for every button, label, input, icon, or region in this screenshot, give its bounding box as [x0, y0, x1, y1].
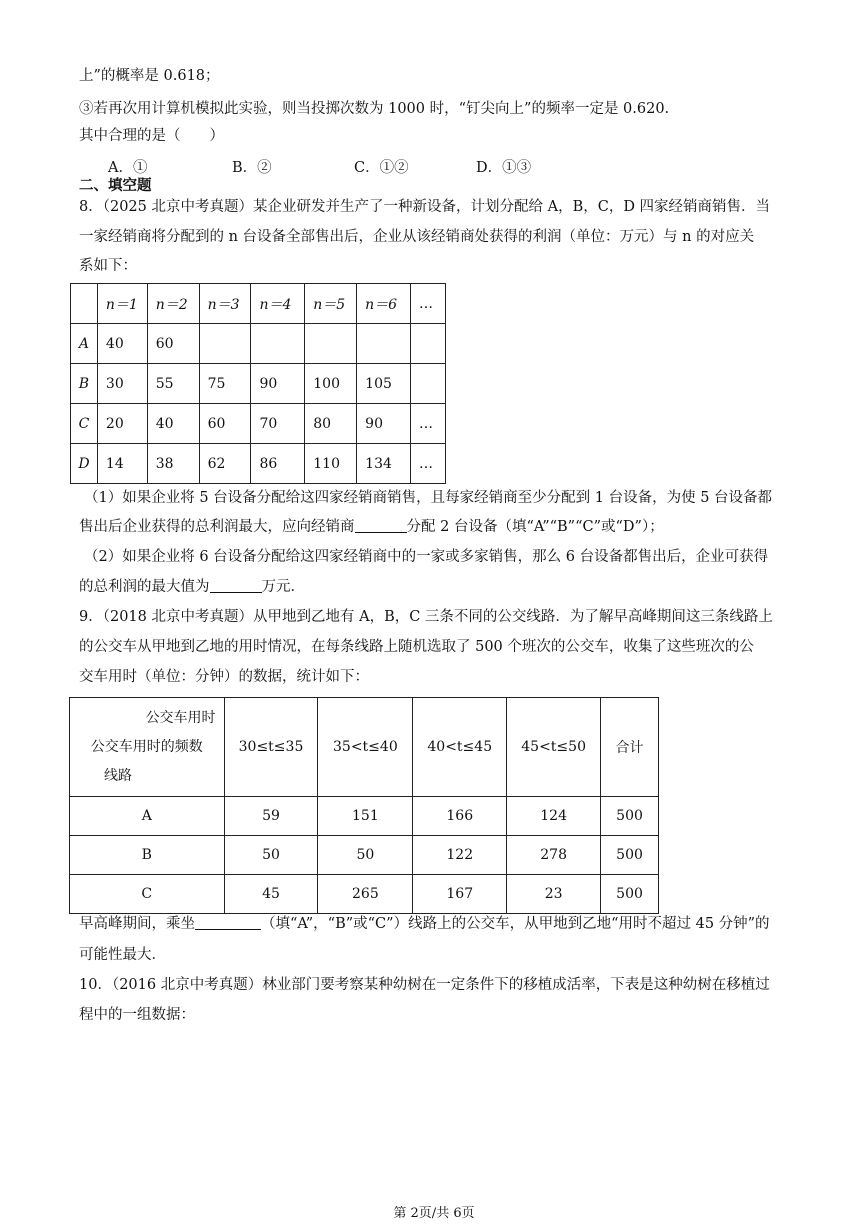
- table-cell: [71, 284, 98, 324]
- q8-table: [70, 283, 446, 484]
- answer-blank[interactable]: [195, 915, 261, 930]
- table-header-cell: 35<t≤40: [318, 698, 413, 797]
- table-cell: 38: [147, 444, 199, 484]
- table-cell: 167: [413, 875, 507, 914]
- answer-blank[interactable]: [355, 518, 407, 533]
- table-cell: 62: [199, 444, 251, 484]
- text-span: （填“A”，“B”或“C”）线路上的公交车，从甲地到乙地“用时不超过 45 分钟”的: [261, 916, 770, 932]
- q8-part2-cont: [79, 577, 305, 597]
- table-cell: 151: [318, 797, 413, 836]
- table-cell: 45: [224, 875, 318, 914]
- table-cell: 14: [97, 444, 147, 484]
- table-cell: 70: [251, 404, 305, 444]
- row-label: A: [71, 324, 98, 364]
- answer-blank[interactable]: [210, 578, 262, 593]
- table-cell: 500: [601, 875, 659, 914]
- table-cell: 122: [413, 836, 507, 875]
- table-cell: 110: [305, 444, 357, 484]
- q9-answer-line: [79, 914, 770, 934]
- corner-label: 线路: [104, 767, 132, 784]
- table-row: [71, 444, 446, 484]
- corner-label: 公交车用时: [145, 709, 216, 726]
- table-cell: [357, 324, 411, 364]
- text-span: 的总利润的最大值为: [79, 579, 210, 595]
- table-row: [70, 797, 659, 836]
- table-cell: 500: [601, 797, 659, 836]
- table-row: [71, 404, 446, 444]
- section-title: 二、填空题: [79, 177, 152, 194]
- table-cell: 20: [97, 404, 147, 444]
- q8-part1-cont: [79, 517, 664, 537]
- table-cell: 55: [147, 364, 199, 404]
- q9-line: 的公交车从甲地到乙地的用时情况，在每条线路上随机选取了 500 个班次的公交车，收集了这些班次的公: [79, 639, 754, 655]
- table-cell: …: [411, 404, 446, 444]
- table-cell: 265: [318, 875, 413, 914]
- table-cell: 124: [507, 797, 601, 836]
- q9-line: 可能性最大．: [79, 947, 166, 963]
- page-footer: 第 2页/共 6页: [393, 1206, 475, 1221]
- q8-line: 一家经销商将分配到的 n 台设备全部售出后，企业从该经销商处获得的利润（单位：万元）与 n 的对应关: [79, 229, 755, 245]
- table-cell: 100: [305, 364, 357, 404]
- row-label: C: [70, 875, 225, 914]
- table-cell: 75: [199, 364, 251, 404]
- text-line: ③若再次用计算机模拟此实验，则当投掷次数为 1000 时，“钉尖向上”的频率一定是 0.620.: [79, 101, 670, 117]
- table-cell: 60: [199, 404, 251, 444]
- q9-line: 9．（2018 北京中考真题）从甲地到乙地有 A，B，C 三条不同的公交线路．为了解早高峰期间这三条线路上: [79, 609, 773, 625]
- table-cell: 50: [318, 836, 413, 875]
- table-cell: 90: [251, 364, 305, 404]
- q10-line: 10．（2016 北京中考真题）林业部门要考察某种幼树在一定条件下的移植成活率，下表是这种幼树在移植过: [79, 977, 770, 993]
- q8-line: 系如下：: [79, 258, 137, 274]
- q8-line: 8．（2025 北京中考真题）某企业研发并生产了一种新设备，计划分配给 A，B，C，D 四家经销商销售．当: [79, 199, 771, 215]
- text-line: 上”的概率是 0.618；: [79, 68, 220, 84]
- table-cell: 500: [601, 836, 659, 875]
- table-header-cell: n＝4: [251, 284, 305, 324]
- table-header-cell: 30≤t≤35: [224, 698, 318, 797]
- table-cell: 90: [357, 404, 411, 444]
- table-cell: 40: [147, 404, 199, 444]
- table-cell: 86: [251, 444, 305, 484]
- table-cell: 40: [97, 324, 147, 364]
- corner-header-cell: [70, 698, 225, 797]
- table-header-cell: …: [411, 284, 446, 324]
- table-cell: 30: [97, 364, 147, 404]
- table-cell: [411, 364, 446, 404]
- table-cell: 23: [507, 875, 601, 914]
- table-cell: …: [411, 444, 446, 484]
- table-header-cell: n＝3: [199, 284, 251, 324]
- table-cell: 278: [507, 836, 601, 875]
- option-d: D．①③: [476, 160, 532, 176]
- table-header-cell: n＝5: [305, 284, 357, 324]
- table-cell: [199, 324, 251, 364]
- q10-line: 程中的一组数据：: [79, 1007, 195, 1023]
- table-row: [71, 324, 446, 364]
- table-cell: 166: [413, 797, 507, 836]
- row-label: B: [71, 364, 98, 404]
- table-cell: [411, 324, 446, 364]
- text-line: 其中合理的是（ ）: [79, 128, 224, 144]
- text-span: 早高峰期间，乘坐: [79, 916, 195, 932]
- table-row: [70, 836, 659, 875]
- table-row: [71, 364, 446, 404]
- table-header-cell: 45<t≤50: [507, 698, 601, 797]
- option-c: C．①②: [354, 160, 409, 176]
- table-cell: 50: [224, 836, 318, 875]
- table-cell: 80: [305, 404, 357, 444]
- table-cell: 134: [357, 444, 411, 484]
- row-label: B: [70, 836, 225, 875]
- text-span: 万元．: [261, 579, 305, 595]
- option-b: B．②: [232, 160, 272, 176]
- q8-part2: （2）如果企业将 6 台设备分配给这四家经销商中的一家或多家销售，那么 6 台设备都售出后，企业可获得: [84, 549, 769, 565]
- table-cell: 105: [357, 364, 411, 404]
- q9-table: [69, 697, 659, 914]
- row-label: C: [71, 404, 98, 444]
- table-cell: 59: [224, 797, 318, 836]
- table-row: [70, 875, 659, 914]
- table-cell: 60: [147, 324, 199, 364]
- text-span: 售出后企业获得的总利润最大，应向经销商: [79, 519, 355, 535]
- option-a: A．①: [108, 160, 148, 176]
- row-label: A: [70, 797, 225, 836]
- corner-labels: [70, 700, 224, 795]
- table-cell: [305, 324, 357, 364]
- table-header-cell: n＝1: [97, 284, 147, 324]
- table-header-cell: 合计: [601, 698, 659, 797]
- table-header-cell: n＝2: [147, 284, 199, 324]
- text-span: 分配 2 台设备（填“A”“B”“C”或“D”）；: [406, 519, 664, 535]
- table-header-cell: n＝6: [357, 284, 411, 324]
- corner-label: 公交车用时的频数: [90, 738, 203, 755]
- q9-line: 交车用时（单位：分钟）的数据，统计如下：: [79, 669, 369, 685]
- row-label: D: [71, 444, 98, 484]
- q8-part1: （1）如果企业将 5 台设备分配给这四家经销商销售，且每家经销商至少分配到 1 台设备，为使 5 台设备都: [84, 490, 773, 506]
- table-cell: [251, 324, 305, 364]
- table-header-cell: 40<t≤45: [413, 698, 507, 797]
